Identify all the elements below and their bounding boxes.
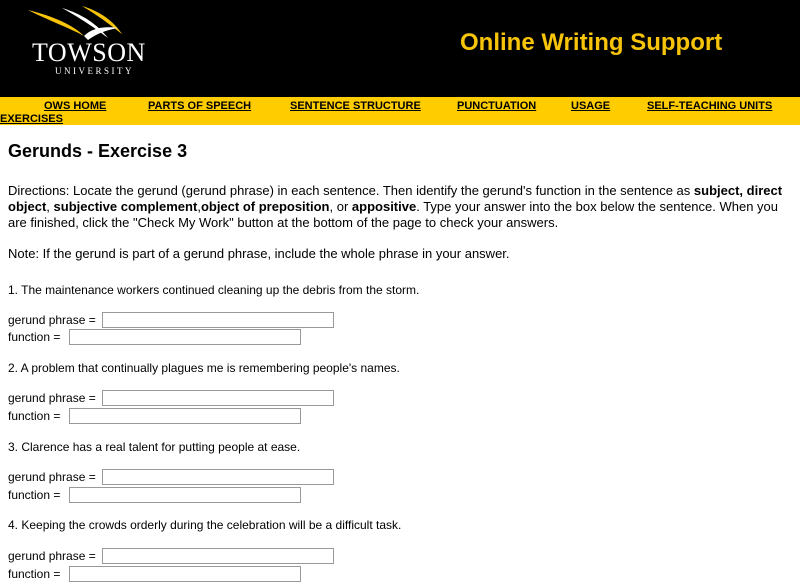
term-appositive: appositive: [351, 199, 417, 214]
term-subjective-complement: subjective complement: [53, 199, 198, 214]
gerund-input-4[interactable]: [102, 548, 334, 564]
question-1: 1. The maintenance workers continued cleaning up the debris from the storm.: [8, 283, 420, 297]
site-title: Online Writing Support: [460, 29, 723, 56]
nav-sentence-structure[interactable]: SENTENCE STRUCTURE: [290, 100, 421, 112]
nav-self-teaching-units[interactable]: SELF-TEACHING UNITS: [647, 100, 773, 112]
function-input-3[interactable]: [69, 487, 301, 503]
note: Note: If the gerund is part of a gerund phrase, include the whole phrase in your answer.: [8, 246, 510, 261]
site-header: [0, 0, 800, 97]
term-subject: subject,: [693, 183, 744, 198]
nav-usage[interactable]: USAGE: [571, 100, 611, 112]
nav-ows-home[interactable]: OWS HOME: [44, 100, 107, 112]
question-3: 3. Clarence has a real talent for putting people at ease.: [8, 440, 301, 454]
logo-subtitle: UNIVERSITY: [55, 66, 134, 76]
gerund-input-1[interactable]: [102, 312, 334, 328]
nav-bar: [0, 97, 800, 125]
gerund-label-3: gerund phrase =: [8, 470, 96, 484]
nav-parts-of-speech[interactable]: PARTS OF SPEECH: [148, 100, 252, 112]
gerund-label-2: gerund phrase =: [8, 391, 96, 405]
function-label-2: function =: [8, 409, 61, 423]
gerund-input-3[interactable]: [102, 469, 334, 485]
question-2: 2. A problem that continually plagues me is remembering people's names.: [8, 361, 400, 375]
gerund-label-4: gerund phrase =: [8, 549, 96, 563]
question-4: 4. Keeping the crowds orderly during the celebration will be a difficult task.: [8, 518, 402, 532]
function-input-2[interactable]: [69, 408, 301, 424]
nav-punctuation[interactable]: PUNCTUATION: [457, 100, 537, 112]
function-label-3: function =: [8, 488, 61, 502]
gerund-input-2[interactable]: [102, 390, 334, 406]
term-direct-object: direct object: [8, 183, 783, 214]
logo-wordmark: TOWSON: [32, 38, 146, 67]
directions: Directions: Locate the gerund (gerund phrase) in each sentence. Then identify the gerund's function in the sentence as subject, direct object, subjective complement,object of preposition, or appositive. Type your answer into the box below the sentence. When you are finished, click the "Check My Work" button at the bottom of the page to check your answers.: [8, 183, 783, 230]
page-title: Gerunds - Exercise 3: [8, 141, 188, 161]
function-input-1[interactable]: [69, 329, 301, 345]
function-label-1: function =: [8, 330, 61, 344]
nav-exercises[interactable]: EXERCISES: [0, 113, 63, 125]
function-label-4: function =: [8, 567, 61, 581]
gerund-label-1: gerund phrase =: [8, 313, 96, 327]
term-object-of-preposition: object of preposition: [200, 199, 330, 214]
function-input-4[interactable]: [69, 566, 301, 582]
